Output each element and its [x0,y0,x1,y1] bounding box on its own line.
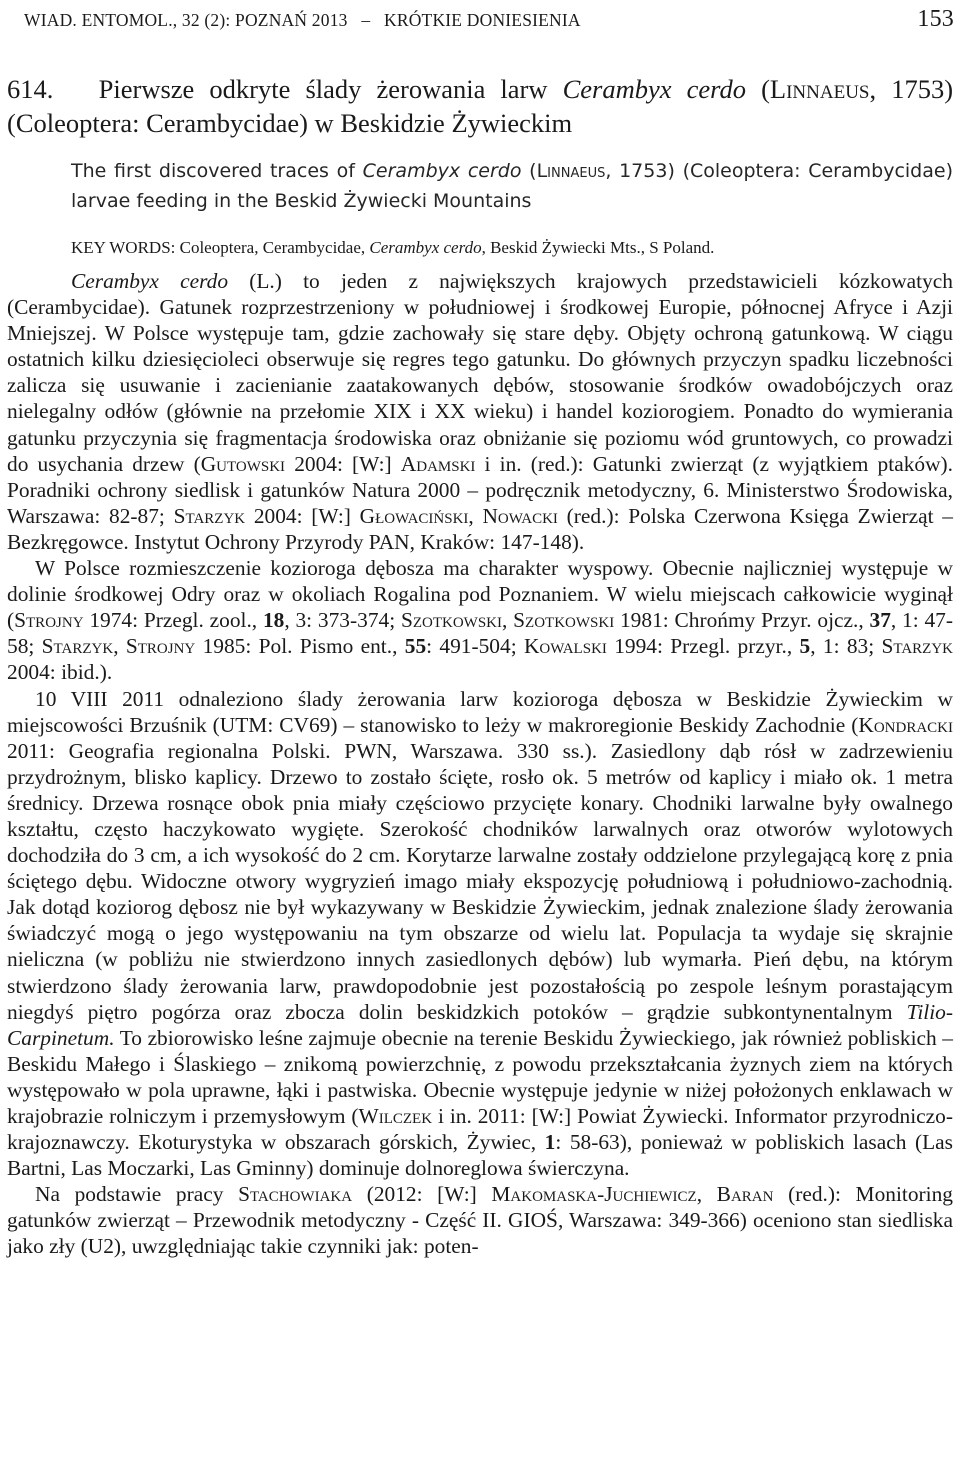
text: To zbiorowisko leśne zajmuje obecnie na terenie Beskidu Żywieckiego, jak również pobliskich – Beskidu Małego i Ślaskiego – znikomą powierzchnię, z powodu przekształcania żyznych ziem na których występowało w pola uprawne, łąki i pastwiska. Obecnie występuje jedynie w niżej położonych enklawach w krajobrazie rolniczym i przemysłowym ( [7,1025,953,1128]
volume: 37 [869,608,891,633]
cited-author: Wilczek [358,1104,433,1128]
en-title-author: Linnaeus [536,160,606,182]
paragraph [7,555,953,685]
title-author: Linnaeus [769,74,870,104]
cited-author: Kondracki [858,712,953,737]
text: , [696,1182,717,1207]
volume: 5 [799,634,811,659]
species-name: Cerambyx cerdo [71,269,229,293]
title-text: ( [745,74,770,104]
text: (L.) to jeden z największych krajowych przedstawicieli kózkowatych (Cerambycidae). Gatunek rozprzestrzeniony w południowej i środkowej Europie, północnej Afryce i Azji Mniejszej. W Polsce występuje tam, gdzie zachowały się stare dęby. Objęty ochroną gatunkową. W ciągu ostatnich kilku dziesięcioleci obserwuje się regres tego gatunku. Do głównych przyczyn spadku liczebności zalicza się usuwanie i zacienianie zaatakowanych dębów, stosowanie środków owadobójczych oraz nielegalny odłów (głównie na przełomie XIX i XX wieku) i handel koziorogiem. Ponadto do wymierania gatunku przyczynia się fragmentacja środowiska oraz obniżanie się poziomu wód gruntowych, co prowadzi do usychania drzew ( [7,269,953,476]
text: 2011: Geografia regionalna Polski. PWN, Warszawa. 330 ss.). Zasiedlony dąb rósł w zadrzewieniu przydrożnym, blisko kaplicy. Drzewo to zostało ścięte, rosło ok. 5 metrów od kaplicy i miało ok. 1 metra średnicy. Drzewa rosnące obok pnia miały częściowo przycięte konary. Chodniki larwalne były owalnego kształtu, często haczykowato wygięte. Szerokość chodników larwalnych oraz otworów wylotowych dochodziła do 3 cm, a ich wysokość do 2 cm. Korytarze larwalne zostały oddzielone przylegającą korę z pnia ściętego dębu. Widoczne otwory wygryzień imago miały ekspozycję południową i południowo-zachodnią. Jak dotąd koziorog dębosz nie był wykazywany w Beskidzie Żywieckim, jednak znalezione ślady żerowania świadczyć mogą o jego występowaniu na tym obszarze od wielu lat. Populacja ta wydaje się skrajnie nieliczna (w pobliżu nie stwierdzono innych zasiedlonych dębów) lub wymarła. Pień dębu, na którym stwierdzono ślady żerowania larw, prawdopodobnie jest pozostałością po zespole leśnym porastającym niegdyś piętro pogórza oraz zbocza dolin beskidzkich potoków – grądzie subkontynentalnym [7,738,953,1024]
title-text: Pierwsze odkryte ślady żerowania larw [98,74,563,104]
header-dash: – [352,10,380,30]
title-text: , 1753) (Coleoptera: Cerambycidae) w Beskidzie Żywieckim [7,74,954,138]
text: 1985: Pol. Pismo ent., [195,634,405,659]
text: 1974: Przegl. zool., [83,608,263,633]
cited-author: Starzyk [881,634,953,659]
en-title-text: The first discovered traces of [71,160,363,182]
cited-author: Starzyk [173,503,246,528]
en-title-species: Cerambyx cerdo [362,160,522,182]
volume: 18 [262,608,285,633]
section-name: KRÓTKIE DONIESIENIA [384,10,581,30]
cited-author: Kowalski [523,634,607,659]
en-title-text: , 1753) (Coleoptera: Cerambycidae) larvae feeding in the Beskid Żywiecki Mountains [71,160,953,212]
article-number: 614. [7,74,54,104]
text: W Polsce rozmieszczenie koziorogа dębosza ma charakter wyspowy. Obecnie najliczniej występuje w dolinie środkowej Odry oraz w okoliach Rogalina pod Poznaniem. W wielu miejscach całkowicie wyginął ( [7,556,953,633]
text: : 491-504; [426,634,524,659]
text: 1981: Chrońmy Przyr. ojcz., [614,608,870,633]
keywords-species: Cerambyx cerdo [369,238,482,257]
text: 10 VIII 2011 odnaleziono ślady żerowania larw koziorogа dębosza w Beskidzie Żywieckim w miejscowości Brzuśnik (UTM: CV69) – stanowisko to leży w makroregionie Beskidy Zachodnie ( [7,686,953,737]
text: 1994: Przegl. przyr., [606,634,800,659]
text: (red.): Polska Czerwona Księga Zwierząt – Bezkręgowce. Instytut Ochrony Przyrody PAN, Kraków: 147-148). [7,503,953,554]
cited-author: Gutowski [200,451,286,476]
cited-author: Baran [716,1182,774,1207]
text: i in. (red.): Gatunki zwierząt (z wyjątkiem ptaków). Poradniki ochrony siedlisk i gatunków Natura 2000 – podręcznik metodyczny, 6. Ministerstwo Środowiska, Warszawa: 82-87; [7,451,954,528]
running-header [24,6,954,33]
volume: 1 [544,1130,556,1155]
title-species: Cerambyx cerdo [562,74,746,104]
article-body [7,268,953,1260]
keywords-text: , Beskid Żywiecki Mts., S Poland. [481,238,715,257]
cited-author: Strojny [14,608,84,633]
text: , 1: 47-58; [7,608,953,659]
text: i in. 2011: [W:] Powiat Żywiecki. Informator przyrodniczo-krajoznawczy. Ekoturystyka w obszarach górskich, Żywiec, [7,1104,953,1155]
cited-author: Głowaciński [359,503,469,528]
text: 2004: ibid.). [7,660,113,685]
text: 2004: [W:] [245,503,360,528]
cited-author: Szotkowski [513,608,615,633]
paragraph [7,268,953,555]
text: , [113,634,126,659]
article-title-en [71,156,953,216]
paragraph [7,1181,953,1259]
text: (red.): Monitoring gatunków zwierząt – Przewodnik metodyczny - Część II. GIOŚ, Warszawa: 349-366) oceniono stan siedliska jako zły (U2), uwzględniając takie czynniki jak: poten- [7,1182,953,1259]
text: , 3: 373-374; [284,608,401,633]
journal-info: WIAD. ENTOMOL., 32 (2): POZNAŃ 2013 [24,10,348,30]
text: , 1: 83; [810,634,882,659]
cited-author: Nowacki [482,503,558,528]
header-left [24,10,581,31]
paragraph [7,686,953,1182]
text: (2012: [W:] [352,1182,492,1207]
cited-author: Strojny [125,634,196,659]
text: , [468,503,483,528]
text: : 58-63), ponieważ w pobliskich lasach (Las Bartni, Las Moczarki, Las Gminny) dominuje dolnoreglowa świerczyna. [7,1130,953,1181]
keywords-text: Coleoptera, Cerambycidae, [175,238,370,257]
text: , [502,608,514,633]
cited-author: Adamski [400,451,476,476]
cited-author: Starzyk [41,634,114,659]
article-title-pl [7,72,953,140]
cited-author: Szotkowski [400,608,502,633]
text: Na podstawie pracy [35,1182,239,1207]
keywords [71,237,953,259]
plant-association: Tilio-Carpinetum. [7,999,953,1050]
page-number: 153 [917,6,954,32]
keywords-label: KEY WORDS: [71,238,176,257]
en-title-text: ( [521,160,537,182]
cited-author: Makomaska-Juchiewicz [491,1182,697,1207]
volume: 55 [404,634,427,659]
cited-author: Stachowiaka [238,1182,353,1207]
text: 2004: [W:] [285,451,401,476]
